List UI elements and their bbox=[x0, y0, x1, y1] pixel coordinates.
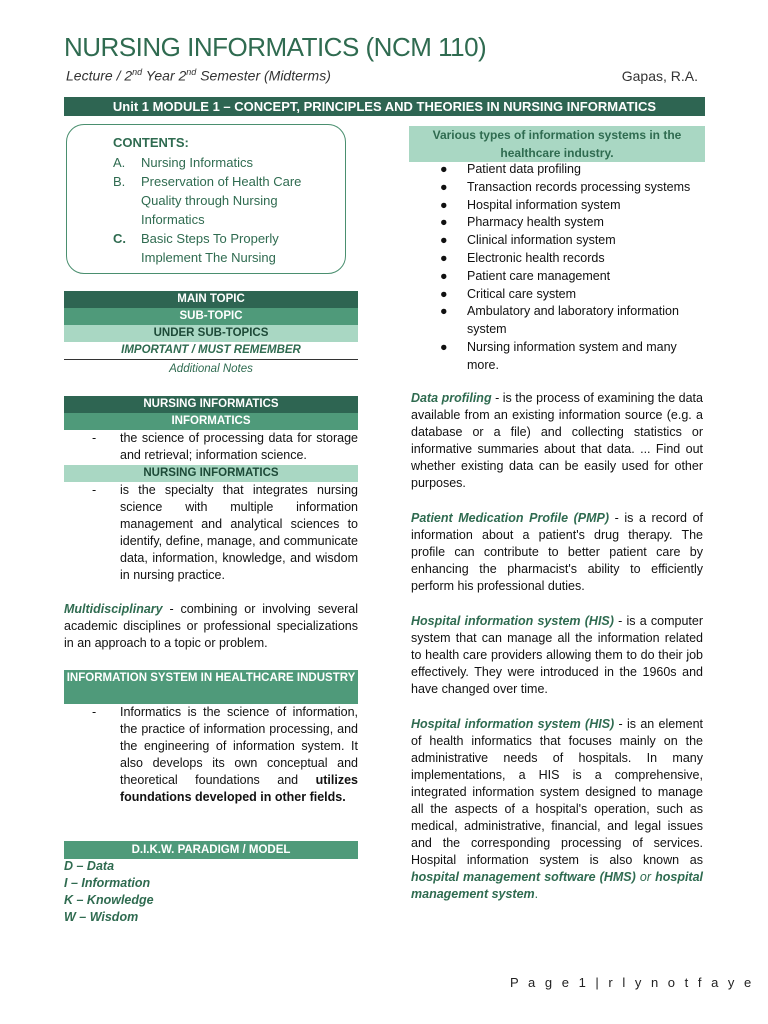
information-system-definition: - Informatics is the science of information, the practice of information processing, and the engineering of information system. It also develops its own conceptual and theoretical foundations and utilizes foundations developed in other fields. bbox=[92, 705, 358, 804]
legend-sub-topic: SUB-TOPIC bbox=[64, 308, 358, 325]
dikw-knowledge: K – Knowledge bbox=[64, 893, 154, 907]
types-list bbox=[440, 161, 705, 375]
multidisciplinary-note: Multidisciplinary - combining or involving several academic disciplines or professional specializations in an approach to a topic or problem. bbox=[64, 602, 358, 650]
document-title: NURSING INFORMATICS (NCM 110) bbox=[64, 32, 487, 62]
page-footer: P a g e 1 | r l y n o t f a y e bbox=[510, 975, 755, 990]
legend-important: IMPORTANT / MUST REMEMBER bbox=[64, 342, 358, 360]
list-item: ● Critical care system bbox=[440, 286, 577, 301]
contents-item-b: B. Preservation of Health Care Quality through Nursing Informatics bbox=[113, 174, 302, 227]
section-information-system-healthcare: INFORMATION SYSTEM IN HEALTHCARE INDUSTRY bbox=[64, 670, 358, 704]
unit-title-bar: Unit 1 MODULE 1 – CONCEPT, PRINCIPLES AND THEORIES IN NURSING INFORMATICS bbox=[64, 97, 705, 116]
contents-item-c: C. Basic Steps To Properly Implement The Nursing bbox=[113, 231, 279, 265]
section-dikw-paradigm: D.I.K.W. PARADIGM / MODEL bbox=[64, 841, 358, 859]
document-subtitle: Lecture / 2nd Year 2nd Semester (Midterms) bbox=[66, 67, 331, 84]
types-of-information-systems-heading: Various types of information systems in the healthcare industry. bbox=[409, 126, 705, 162]
dikw-information: I – Information bbox=[64, 876, 151, 890]
legend-additional-notes: Additional Notes bbox=[169, 363, 253, 375]
dikw-list bbox=[64, 858, 358, 926]
nursing-informatics-definition: - is the specialty that integrates nursing science with multiple information management and analytical sciences to identify, define, manage, and communicate data, information, knowledge, and wisdom in nursing practice. bbox=[92, 483, 358, 582]
list-item: ● Nursing information system and many more. bbox=[440, 339, 677, 372]
legend-main-topic: MAIN TOPIC bbox=[64, 291, 358, 308]
under-nursing-informatics: NURSING INFORMATICS bbox=[64, 465, 358, 482]
pmp-paragraph: Patient Medication Profile (PMP) - is a record of information about a patient's drug therapy. The profile can contribute to better patient care by enhancing the pharmacist's ability to efficiently perform his professional duties. bbox=[411, 511, 703, 593]
list-item: ● Transaction records processing systems bbox=[440, 179, 691, 194]
list-item: ● Hospital information system bbox=[440, 197, 621, 212]
contents-box bbox=[66, 124, 346, 274]
author: Gapas, R.A. bbox=[621, 68, 698, 84]
contents-heading: CONTENTS: bbox=[113, 135, 189, 150]
his-paragraph-1: Hospital information system (HIS) - is a computer system that can manage all the information related to health care providers allowing them to do their job effectively. They were introduced in the 1960s and have changed over time. bbox=[411, 614, 703, 696]
list-item: ● Clinical information system bbox=[440, 233, 616, 248]
list-item: ● Electronic health records bbox=[440, 250, 605, 265]
list-item: ● Patient data profiling bbox=[440, 162, 581, 176]
his-paragraph-2: Hospital information system (HIS) - is an element of health informatics that focuses mainly on the administrative needs of hospitals. In many implementations, a HIS is a comprehensive, integrated information system designed to manage all the aspects of a hospital's operation, such as medical, administrative, financial, and legal issues and the corresponding processing of services. Hospital information system is also known as hospital management software (HMS) or hospital management system. bbox=[411, 717, 704, 901]
informatics-definition: - the science of processing data for storage and retrieval; information science. bbox=[92, 431, 358, 462]
contents-list bbox=[113, 153, 341, 267]
section-nursing-informatics: NURSING INFORMATICS bbox=[64, 396, 358, 413]
data-profiling-paragraph: Data profiling - is the process of examining the data available from an existing information source (e.g. a database or a file) and collecting statistics or informative summaries about that data. ... Find out whether existing data can be easily used for other purposes. bbox=[411, 391, 703, 490]
list-item: ● Pharmacy health system bbox=[440, 215, 604, 230]
contents-item-a: A. Nursing Informatics bbox=[113, 155, 253, 170]
legend-under-sub-topics: UNDER SUB-TOPICS bbox=[64, 325, 358, 342]
subsection-informatics: INFORMATICS bbox=[64, 413, 358, 430]
list-item: ● Patient care management bbox=[440, 268, 611, 283]
dikw-wisdom: W – Wisdom bbox=[64, 910, 139, 924]
list-item: ● Ambulatory and laboratory information system bbox=[440, 304, 679, 337]
dikw-data: D – Data bbox=[64, 859, 115, 873]
